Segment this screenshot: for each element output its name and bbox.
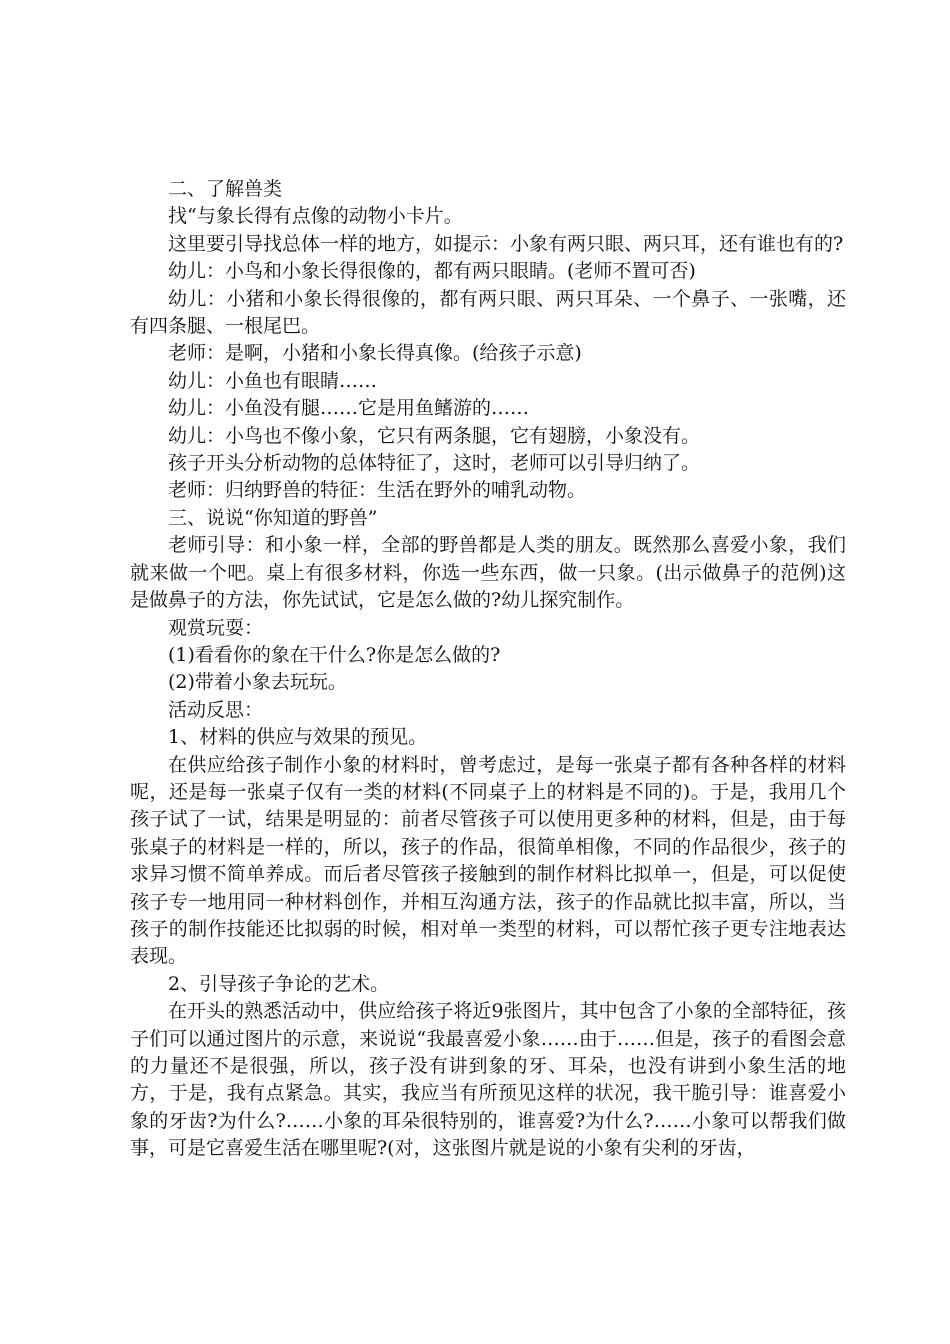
paragraph: 老师引导：和小象一样，全部的野兽都是人类的朋友。既然那么喜爱小象，我们就来做一个吧。桌上有很多材料，你选一些东西，做一只象。(出示做鼻子的范例)这是做鼻子的方法，你先试试，它是怎么做的?幼儿探究制作。 [130, 534, 846, 612]
paragraph: 幼儿：小鸟和小象长得很像的，都有两只眼睛。(老师不置可否) [168, 260, 696, 283]
paragraph: 幼儿：小鱼也有眼睛…… [168, 369, 378, 392]
document-body [130, 176, 846, 1163]
reflection-heading: 活动反思： [168, 698, 264, 721]
paragraph: 孩子开头分析动物的总体特征了，这时，老师可以引导归纳了。 [168, 452, 701, 475]
reflection-subheading-one: 1、材料的供应与效果的预见。 [168, 726, 428, 749]
section-heading-three: 三、说说“你知道的野兽” [168, 506, 378, 529]
section-heading-two: 二、了解兽类 [168, 178, 283, 200]
paragraph: 幼儿：小鸟也不像小象，它只有两条腿，它有翅膀，小象没有。 [168, 424, 701, 447]
paragraph: 老师：是啊，小猪和小象长得真像。(给孩子示意) [168, 342, 582, 365]
paragraph: 幼儿：小鱼没有腿……它是用鱼鳍游的…… [168, 397, 530, 420]
paragraph: 在供应给孩子制作小象的材料时，曾考虑过，是每一张桌子都有各种各样的材料呢，还是每一张桌子仅有一类的材料(不同桌子上的材料是不同的)。于是，我用几个孩子试了一试，结果是明显的：前者尽管孩子可以使用更多种的材料，但是，由于每张桌子的材料是一样的，所以，孩子的作品，很简单相像，不同的作品很少，孩子的求异习惯不简单养成。而后者尽管孩子接触到的制作材料比拟单一，但是，可以促使孩子专一地用同一种材料创作，并相互沟通方法，孩子的作品就比拟丰富，所以，当孩子的制作技能还比拟弱的时候，相对单一类型的材料，可以帮忙孩子更专注地表达表现。 [130, 753, 846, 968]
paragraph: 观赏玩耍： [168, 616, 264, 639]
paragraph: 这里要引导找总体一样的地方，如提示：小象有两只眼、两只耳，还有谁也有的? [168, 232, 844, 255]
paragraph: 老师：归纳野兽的特征：生活在野外的哺乳动物。 [168, 479, 587, 502]
paragraph: 找“与象长得有点像的动物小卡片。 [168, 205, 463, 228]
reflection-subheading-two: 2、引导孩子争论的艺术。 [168, 972, 390, 995]
list-item: (2)带着小象去玩玩。 [168, 671, 347, 694]
paragraph: 在开头的熟悉活动中，供应给孩子将近9张图片，其中包含了小象的全部特征，孩子们可以通过图片的示意，来说说“我最喜爱小象……由于……但是，孩子的看图会意的力量还不是很强，所以，孩子没有讲到象的牙、耳朵，也没有讲到小象生活的地方，于是，我有点紧急。其实，我应当有所预见这样的状况，我干脆引导：谁喜爱小象的牙齿?为什么?……小象的耳朵很特别的，谁喜爱?为什么?……小象可以帮我们做事，可是它喜爱生活在哪里呢?(对，这张图片就是说的小象有尖利的牙齿， [130, 1000, 846, 1160]
list-item: (1)看看你的象在干什么?你是怎么做的? [168, 643, 501, 666]
paragraph: 幼儿：小猪和小象长得很像的，都有两只眼、两只耳朵、一个鼻子、一张嘴，还有四条腿、一根尾巴。 [130, 287, 846, 338]
